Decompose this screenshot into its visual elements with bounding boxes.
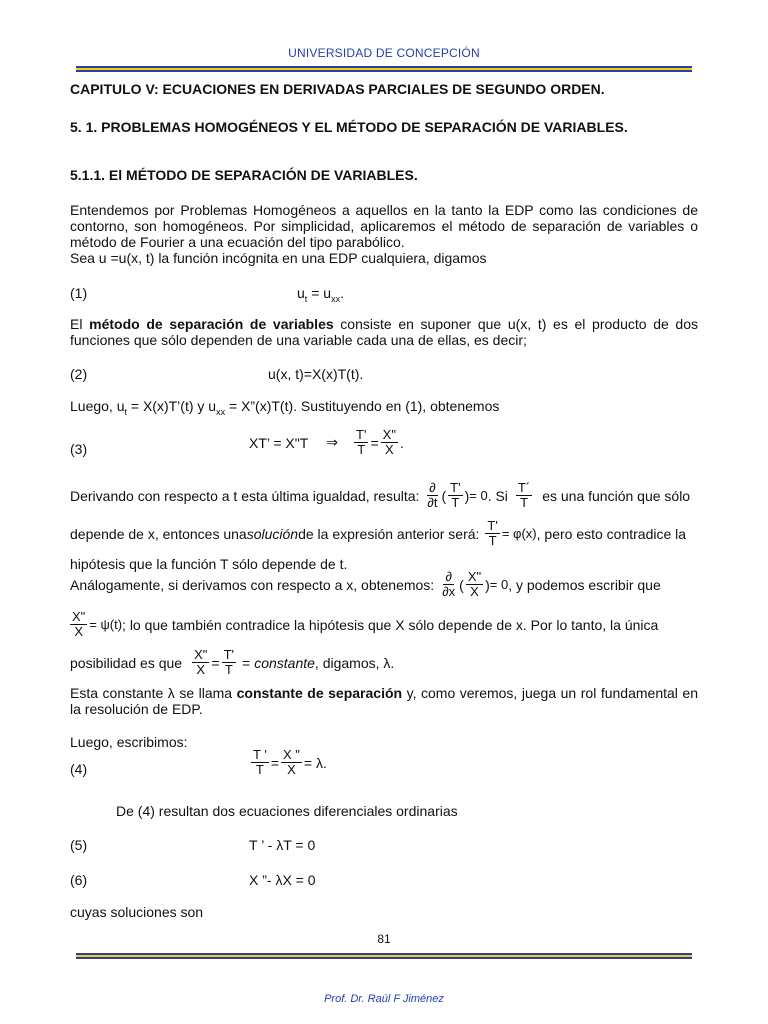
analog-post: , y podemos escribir que <box>508 576 661 593</box>
de4-line: De (4) resultan dos ecuaciones diferenciales ordinarias <box>116 803 458 819</box>
eq3-frac-t <box>354 428 368 457</box>
chapter-title: CAPITULO V: ECUACIONES EN DERIVADAS PARCIALES DE SEGUNDO ORDEN. <box>70 81 605 97</box>
paren-open: ( <box>441 487 447 504</box>
metodo-paragraph <box>70 316 698 348</box>
eq5: T ’ - λT = 0 <box>249 837 316 853</box>
analogamente-line <box>70 570 698 599</box>
hipotesis-line: hipótesis que la función T sólo depende de t. <box>70 556 348 572</box>
posib-frac-x <box>192 648 209 677</box>
eq6-label: (6) <box>70 872 88 888</box>
partial-t-frac <box>425 481 439 510</box>
depende-line <box>70 519 698 548</box>
subsection-title: 5.1.1. El MÉTODO DE SEPARACIÓN DE VARIABLES. <box>70 167 418 183</box>
eq3-den2: X <box>384 442 394 457</box>
eq1-end: . <box>340 285 344 301</box>
p-num1: X" <box>194 647 208 662</box>
ax-partial-num: ∂ <box>445 569 452 584</box>
phi-den: T <box>488 533 497 548</box>
eq3-frac-x <box>381 428 398 457</box>
eq4-label: (4) <box>70 761 88 777</box>
luego-line <box>70 398 698 420</box>
posib-post: , digamos, λ. <box>314 654 395 671</box>
p-den1: X <box>196 662 206 677</box>
metodo-pre: El <box>70 316 90 332</box>
derivando-line <box>70 481 698 510</box>
eq3 <box>249 428 404 457</box>
posib-frac-t <box>222 648 236 677</box>
constante-pre: Esta constante λ se llama <box>70 685 237 701</box>
metodo-post: consiste en suponer que u(x, t) es el producto de dos funciones que sólo dependen de una variable cada una de ellas, es decir; <box>70 316 699 348</box>
p-den2: T <box>224 662 233 677</box>
eq3-lhs: XT’ = X"T <box>249 434 309 451</box>
author-footer: Prof. Dr. Raúl F Jiménez <box>324 993 444 1005</box>
eq4-den2: X <box>287 762 296 777</box>
eq4-end: = λ. <box>303 754 327 771</box>
cuyas-line: cuyas soluciones son <box>70 904 204 920</box>
eq3-num2: X" <box>382 427 396 442</box>
posib-pre: posibilidad es que <box>70 654 183 671</box>
paren-close: ) <box>464 487 470 504</box>
luego-pre: Luego, u <box>70 398 125 414</box>
eq2: u(x, t)=X(x)T(t). <box>268 366 364 382</box>
eq1-label: (1) <box>70 285 88 301</box>
implies-symbol: ⇒ <box>326 434 339 450</box>
partial-den-t: ∂t <box>427 495 438 510</box>
luego-post: = X”(x)T(t). Sustituyendo en (1), obtenemos <box>225 398 500 414</box>
luego-mid: = X(x)T’(t) y u <box>127 398 217 414</box>
eq1-u: u <box>297 285 305 301</box>
eq5-label: (5) <box>70 837 88 853</box>
eq4-num2: X " <box>283 747 300 762</box>
phi-num: T' <box>487 518 498 533</box>
posibilidad-line <box>70 648 698 677</box>
si-num: T´ <box>517 480 531 495</box>
depende-mid: de la expresión anterior será: <box>298 525 480 542</box>
phi-frac <box>485 519 499 548</box>
deriv-pre: Derivando con respecto a t esta última igualdad, resulta: <box>70 487 420 504</box>
eq3-num1: T' <box>356 427 367 442</box>
eq3-equals: = <box>370 434 379 451</box>
ax-paren-open: ( <box>459 576 464 593</box>
eq4-equals: = <box>270 754 279 771</box>
psi-frac <box>70 610 87 639</box>
eq1-mid: = u <box>307 285 332 301</box>
d-tnum: T' <box>450 480 461 495</box>
eq4-frac-x <box>281 748 302 777</box>
luego-sub-xx: xx <box>216 406 226 417</box>
d-tden: T <box>451 495 460 510</box>
eq4-den1: T <box>255 762 264 777</box>
constante-bold: constante de separación <box>236 685 403 701</box>
sea-line: Sea u =u(x, t) la función incógnita en una EDP cualquiera, digamos <box>70 250 487 266</box>
section-title: 5. 1. PROBLEMAS HOMOGÉNEOS Y EL MÉTODO DE SEPARACIÓN DE VARIABLES. <box>70 119 628 135</box>
eq3-label: (3) <box>70 441 88 457</box>
constante-post: y, como veremos, juega un rol fundamental en la resolución de EDP. <box>70 685 698 717</box>
eq4-frac-t <box>251 748 269 777</box>
partial-num: ∂ <box>429 480 436 495</box>
footer-rule <box>76 953 692 959</box>
p-num2: T' <box>223 647 235 662</box>
depende-ital: solución <box>246 525 299 542</box>
eq6: X ”- λX = 0 <box>249 872 316 888</box>
eq1 <box>297 285 344 304</box>
eq3-den1: T <box>357 442 366 457</box>
eq2-label: (2) <box>70 366 88 382</box>
eq4 <box>249 748 327 777</box>
xdd-over-x-frac <box>466 570 483 599</box>
si-frac <box>516 481 532 510</box>
tprime-over-t-frac <box>448 481 462 510</box>
partial-x-frac <box>440 570 457 599</box>
psi-line <box>70 610 698 639</box>
posib-constante: constante <box>254 654 315 671</box>
intro-paragraph: Entendemos por Problemas Homogéneos a aquellos en la tanto la EDP como las condiciones de contorno, son homogéneos. Por simplicidad, aplicaremos el método de separación de variables o método de Fourier a una ecuación del tipo parabólico. <box>70 202 698 250</box>
p-equals2: = <box>242 654 251 671</box>
eq1-sub-xx: xx <box>331 293 341 304</box>
luego-sub-t: t <box>124 406 128 417</box>
phi-rhs: = φ(x) <box>501 526 537 541</box>
metodo-bold: método de separación de variables <box>89 316 334 332</box>
analog-pre: Análogamente, si derivamos con respecto a x, obtenemos: <box>70 576 435 593</box>
psi-num: X" <box>72 609 86 624</box>
constante-paragraph <box>70 685 698 717</box>
psi-post: ; lo que también contradice la hipótesis que X sólo depende de x. Por lo tanto, la única <box>122 616 659 633</box>
depende-pre: depende de x, entonces una <box>70 525 247 542</box>
ax-zero: = 0 <box>489 577 509 592</box>
eq1-sub-t: t <box>304 293 308 304</box>
eq3-end: . <box>399 434 404 451</box>
psi-den: X <box>74 624 83 639</box>
escribimos-line: Luego, escribimos: <box>70 734 188 750</box>
si-den: T <box>520 495 529 510</box>
p-equals: = <box>211 654 220 671</box>
deriv-mid: . Si <box>487 487 508 504</box>
d-zero: = 0 <box>469 488 488 503</box>
psi-rhs: = ψ(t) <box>89 617 123 632</box>
eq4-num1: T ' <box>253 747 267 762</box>
ax-partial-den: ∂x <box>442 584 456 599</box>
depende-post: , pero esto contradice la <box>536 525 687 542</box>
deriv-post: es una función que sólo <box>542 487 691 504</box>
page-number: 81 <box>377 932 391 946</box>
ax-num: X" <box>467 569 482 584</box>
ax-paren-close: ) <box>485 576 490 593</box>
ax-den: X <box>470 584 479 599</box>
header-rule <box>76 66 692 72</box>
university-header: UNIVERSIDAD DE CONCEPCIÓN <box>288 46 480 60</box>
